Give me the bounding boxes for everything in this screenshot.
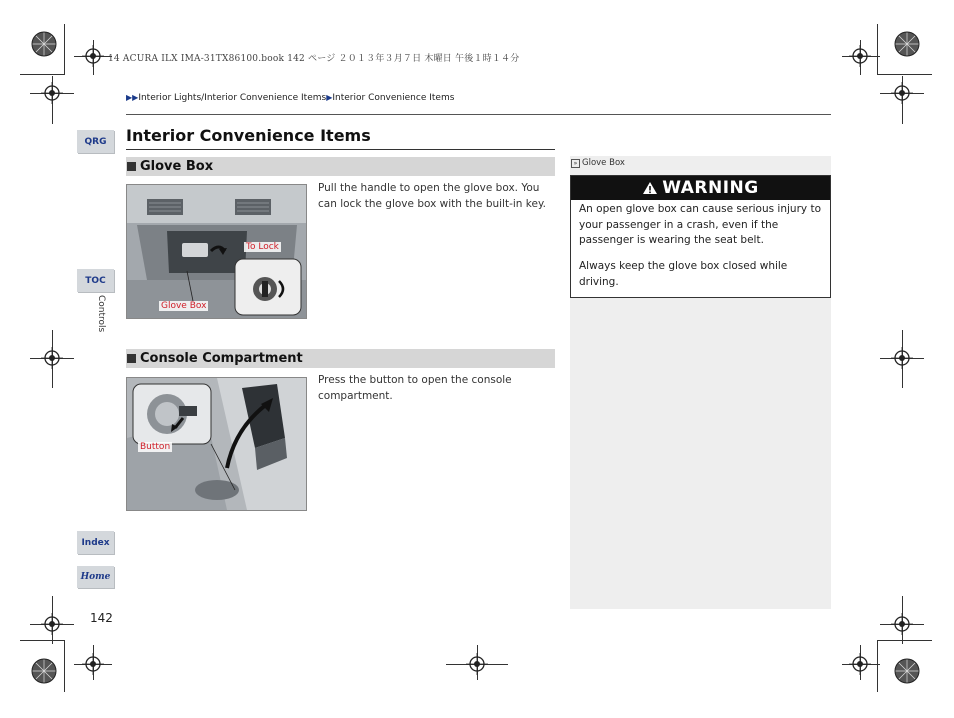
section-heading-text: Console Compartment — [140, 351, 303, 366]
star-target-icon — [894, 31, 920, 57]
registration-mark-icon — [849, 45, 871, 67]
glove-box-callout: Glove Box — [161, 301, 207, 311]
header-divider — [126, 114, 831, 115]
section-heading-console — [126, 349, 555, 368]
registration-mark-icon — [82, 45, 104, 67]
home-tab[interactable] — [77, 566, 114, 588]
section-heading-glove-box — [126, 157, 555, 176]
star-target-icon — [31, 658, 57, 684]
sidebar-reference — [570, 156, 831, 170]
section-square-icon — [127, 162, 136, 171]
breadcrumb-current[interactable]: Interior Convenience Items — [332, 93, 455, 103]
warning-title: WARNING — [662, 178, 759, 198]
title-rule — [126, 149, 555, 150]
sidebar-reference-text: Glove Box — [582, 158, 625, 168]
registration-mark-icon — [891, 613, 913, 635]
star-target-icon — [31, 31, 57, 57]
to-lock-callout: To Lock — [246, 242, 279, 252]
breadcrumb — [126, 93, 454, 103]
toc-tab[interactable]: TOC — [77, 269, 114, 292]
glove-box-instructions: Pull the handle to open the glove box. You can lock the glove box with the built-in key. — [318, 182, 547, 210]
breadcrumb-link[interactable]: Interior Lights/Interior Convenience Items — [138, 93, 327, 103]
section-heading-text: Glove Box — [140, 159, 214, 174]
glove-box-figure — [126, 184, 307, 319]
registration-mark-icon — [849, 653, 871, 675]
warning-header — [571, 176, 830, 200]
section-side-label: Controls — [96, 295, 106, 333]
print-file-header: 14 ACURA ILX IMA-31TX86100.book 142 ページ ２０１３年３月７日 木曜日 午後１時１４分 — [108, 54, 520, 64]
breadcrumb-arrow-icon: ▶ — [326, 93, 333, 102]
registration-mark-icon — [891, 82, 913, 104]
reference-arrow-icon: » — [571, 159, 580, 168]
registration-mark-icon — [41, 82, 63, 104]
warning-triangle-icon — [642, 181, 658, 195]
home-tab-label: Home — [80, 572, 111, 582]
page-number: 142 — [90, 611, 113, 625]
warning-paragraph-1: An open glove box can cause serious injury to your passenger in a crash, even if the passenger is wearing the seat belt. — [579, 203, 821, 246]
console-instructions: Press the button to open the console compartment. — [318, 374, 512, 402]
page-title: Interior Convenience Items — [126, 126, 371, 145]
registration-mark-icon — [41, 613, 63, 635]
registration-mark-icon — [41, 347, 63, 369]
section-square-icon — [127, 354, 136, 363]
warning-box — [570, 175, 831, 298]
registration-mark-icon — [82, 653, 104, 675]
qrg-tab[interactable]: QRG — [77, 130, 114, 153]
warning-paragraph-2: Always keep the glove box closed while driving. — [579, 260, 788, 288]
index-tab[interactable]: Index — [77, 531, 114, 554]
button-callout: Button — [140, 442, 171, 452]
star-target-icon — [894, 658, 920, 684]
console-figure — [126, 377, 307, 511]
breadcrumb-arrow-icon: ▶▶ — [126, 93, 139, 102]
registration-mark-icon — [466, 653, 488, 675]
registration-mark-icon — [891, 347, 913, 369]
